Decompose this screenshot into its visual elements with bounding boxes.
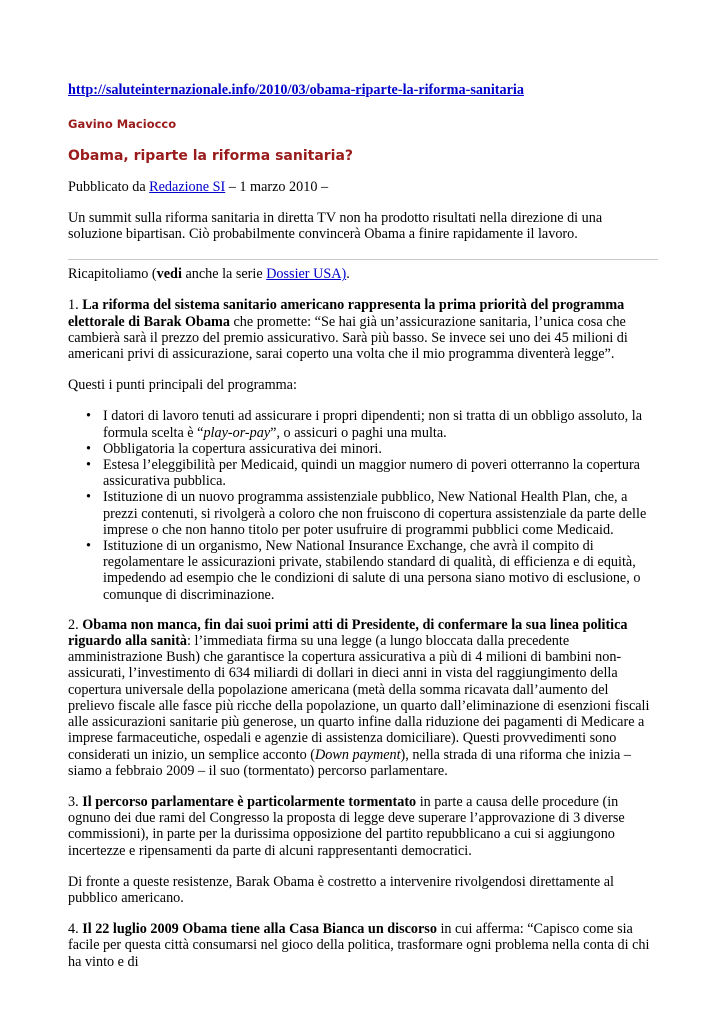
list-item	[86, 408, 658, 441]
recap-prefix: Ricapitoliamo (	[68, 266, 157, 283]
bullet-3-text: Estesa l’eleggibilità per Medicaid, quindi un maggior numero di poveri otterranno la copertura assicurativa pubblica.	[103, 457, 640, 490]
intro-paragraph: Un summit sulla riforma sanitaria in diretta TV non ha prodotto risultati nella direzione di una soluzione bipartisan. Ciò probabilmente convincerà Obama a finire rapidamente il lavoro.	[68, 209, 603, 243]
bullet-icon: •	[86, 538, 91, 555]
published-line	[68, 179, 658, 195]
list-item	[86, 538, 658, 603]
paragraph-1	[68, 297, 658, 362]
bullet-1-pre: I datori di lavoro tenuti ad assicurare i propri dipendenti; non si tratta di un obbligo assoluto, la formula scelta è “	[103, 408, 643, 441]
points-intro: Questi i punti principali del programma:	[68, 377, 297, 394]
paragraph-2-text-end: ), nella strada di una riforma che inizia – siamo a febbraio 2009 – il suo (tormentato) percorso parlamentare.	[68, 746, 631, 779]
article-title: Obama, riparte la riforma sanitaria?	[68, 148, 354, 165]
paragraph-2-em: Down payment	[315, 746, 401, 763]
paragraph-4	[68, 921, 658, 970]
recap-bold: vedi	[156, 266, 182, 283]
bullet-1-em: play-or-pay	[203, 424, 271, 441]
bullet-icon: •	[86, 489, 91, 506]
paragraph-4-text: in cui afferma: “Capisco come sia facile per questa città consumarsi nel gioco della politica, trasformare ogni problema nella conta di chi ha vinto e di	[68, 921, 650, 970]
resistance-paragraph: Di fronte a queste resistenze, Barak Obama è costretto a intervenire rivolgendosi direttamente al pubblico americano.	[68, 873, 615, 906]
recap-suffix: .	[346, 266, 350, 283]
recap-middle: anche la serie	[181, 266, 267, 283]
published-prefix: Pubblicato da	[68, 178, 150, 195]
list-item	[86, 440, 658, 457]
bullet-2-text: Obbligatoria la copertura assicurativa dei minori.	[103, 440, 382, 457]
paragraph-1-number: 1.	[68, 297, 83, 314]
bullet-5-text: Istituzione di un organismo, New National Insurance Exchange, che avrà il compito di regolamentare le assicurazioni private, stabilendo standard di qualità, di efficienza e di equità, impedendo ad esempio che le condizioni di salute di una persona siano motivo di esclusione, o comunque di discriminazione.	[103, 538, 641, 603]
paragraph-3-bold: Il percorso parlamentare è particolarmente tormentato	[82, 793, 417, 810]
recap-paragraph	[68, 266, 658, 282]
paragraph-1-bold: La riforma del sistema sanitario americano rappresenta la prima priorità del programma elettorale di Barak Obama	[68, 297, 625, 330]
paragraph-3-text: in parte a causa delle procedure (in ognuno dei due rami del Congresso la proposta di legge deve superare l’approvazione di 3 diverse commissioni), in parte per la durissima opposizione del partito repubblicano a cui si aggiungono incertezze e ripensamenti da parte di alcuni rappresentanti democratici.	[68, 793, 625, 859]
list-item	[86, 457, 658, 490]
paragraph-3	[68, 794, 658, 859]
paragraph-2-bold: Obama non manca, fin dai suoi primi atti di Presidente, di confermare la sua linea politica riguardo alla sanità	[68, 616, 628, 650]
list-item	[86, 489, 658, 538]
dossier-usa-link[interactable]: Dossier USA)	[266, 266, 347, 283]
author-link[interactable]: Redazione SI	[149, 178, 226, 195]
paragraph-4-number: 4.	[68, 921, 83, 938]
separator-line	[68, 259, 658, 260]
program-points-list	[68, 408, 658, 602]
paragraph-2-text: : l’immediata firma su una legge (a lungo bloccata dalla precedente amministrazione Bush) che garantisce la copertura assicurativa a più di 4 milioni di bambini non-assicurati, l’investimento di 634 miliardi di dollari in dieci anni in vista del raggiungimento della copertura universale della popolazione americana (metà della somma ricavata dall’aumento del prelievo fiscale alle fasce più ricche della popolazione, un quarto dall’eliminazione di esenzioni fiscali alle assicurazioni sanitarie più generose, un quarto infine dalla riduzione dei pagamenti di Medicare a imprese farmaceutiche, ospedali e agenzie di assistenza domiciliare). Questi provvedimenti sono considerati un inizio, un semplice acconto (	[68, 633, 650, 763]
paragraph-2-number: 2.	[68, 616, 83, 633]
paragraph-3-number: 3.	[68, 793, 83, 810]
bullet-icon: •	[86, 408, 91, 425]
source-url-link[interactable]: http://saluteinternazionale.info/2010/03/obama-riparte-la-riforma-sanitaria	[68, 82, 524, 98]
bullet-icon: •	[86, 457, 91, 474]
published-date: – 1 marzo 2010 –	[225, 178, 329, 195]
paragraph-4-bold: Il 22 luglio 2009 Obama tiene alla Casa Bianca un discorso	[82, 921, 437, 938]
document-page	[68, 82, 658, 985]
paragraph-2	[68, 617, 658, 779]
bullet-icon: •	[86, 440, 91, 457]
paragraph-1-text: che promette: “Se hai già un’assicurazione sanitaria, l’unica cosa che cambierà sarà il prezzo del premio assicurativo. Sarà più basso. Se invece sei uno dei 45 milioni di americani privi di assicurazione, sarai coperto una volta che il mio programma diventerà legge”.	[68, 313, 628, 363]
author-name: Gavino Maciocco	[68, 117, 177, 132]
bullet-4-text: Istituzione di un nuovo programma assistenziale pubblico, New National Health Plan, che, a prezzi contenuti, si rivolgerà a coloro che non fruiscono di copertura assistenziale da parte delle imprese o che non hanno titolo per poter usufruire di programmi pubblici come Medicaid.	[103, 489, 647, 538]
bullet-1-post: ”, o assicuri o paghi una multa.	[270, 424, 447, 441]
